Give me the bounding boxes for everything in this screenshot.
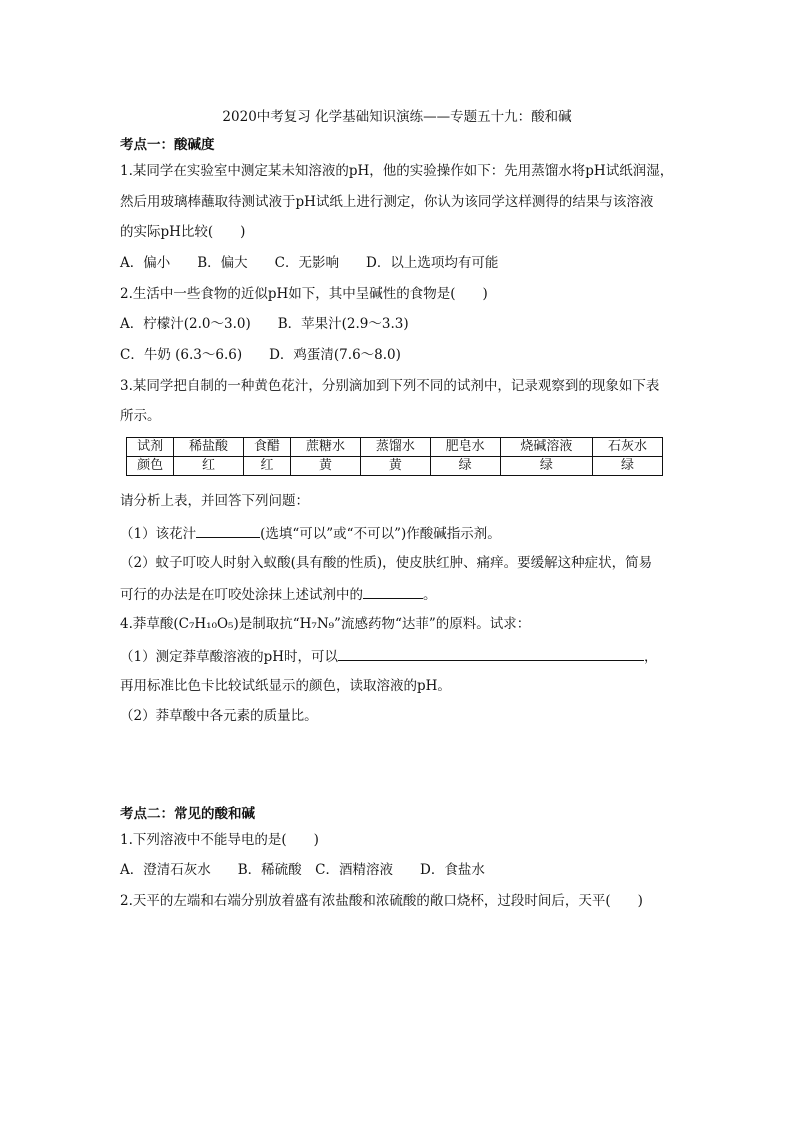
s1-q3-line2: 所示。 <box>120 408 161 424</box>
s2-q1-stem: 1.下列溶液中不能导电的是( ) <box>120 832 319 848</box>
s1-q3-sub2-prefix: 可行的办法是在叮咬处涂抹上述试剂中的 <box>120 587 363 603</box>
s1-q1-options: A．偏小 B．偏大 C．无影响 D．以上选项均有可能 <box>120 255 499 271</box>
s1-q1-line2: 然后用玻璃棒蘸取待测试液于pH试纸上进行测定，你认为该同学这样测得的结果与该溶液 <box>120 194 654 210</box>
s1-q3-instruction: 请分析上表，并回答下列问题： <box>120 493 309 509</box>
s1-q3-sub1 <box>120 523 501 543</box>
table-row <box>127 457 663 476</box>
s1-q4-sub1-suffix: ， <box>644 649 658 665</box>
s1-q3-sub1-prefix: （1）该花汁 <box>120 526 197 542</box>
table-header-row <box>127 438 663 457</box>
table-cell: 蒸馏水 <box>360 438 430 457</box>
s1-q2-stem: 2.生活中一些食物的近似pH如下，其中呈碱性的食物是( ) <box>120 286 488 302</box>
s1-q2-options-cd: C．牛奶 (6.3～6.6) D．鸡蛋清(7.6～8.0) <box>120 347 401 363</box>
table-cell: 试剂 <box>127 438 174 457</box>
table-cell: 红 <box>174 457 244 476</box>
section2-heading: 考点二：常见的酸和碱 <box>120 806 255 822</box>
s1-q3-sub2-suffix: 。 <box>423 587 437 603</box>
answer-blank[interactable] <box>363 584 423 599</box>
s1-q3-sub2-line2 <box>120 584 437 604</box>
table-cell: 颜色 <box>127 457 174 476</box>
table-cell: 食醋 <box>243 438 290 457</box>
table-cell: 石灰水 <box>593 438 663 457</box>
table-cell: 黄 <box>291 457 361 476</box>
s1-q1-line3: 的实际pH比较( ) <box>120 224 246 240</box>
page-title: 2020中考复习 化学基础知识演练——专题五十九：酸和碱 <box>222 109 572 125</box>
answer-blank[interactable] <box>196 523 260 538</box>
s1-q4-sub1-line2: 再用标准比色卡比较试纸显示的颜色，读取溶液的pH。 <box>120 678 451 694</box>
indicator-table <box>126 437 663 476</box>
s1-q2-options-ab: A．柠檬汁(2.0～3.0) B．苹果汁(2.9～3.3) <box>120 316 409 332</box>
s2-q1-options: A．澄清石灰水 B．稀硫酸 C．酒精溶液 D．食盐水 <box>120 862 485 878</box>
table-cell: 蔗糖水 <box>291 438 361 457</box>
table-cell: 绿 <box>430 457 500 476</box>
s1-q4-sub1 <box>120 646 658 666</box>
table-cell: 绿 <box>500 457 593 476</box>
s1-q4-stem: 4.莽草酸(C₇H₁₀O₅)是制取抗“H₇N₉”流感药物“达菲”的原料。试求： <box>120 616 531 632</box>
table-cell: 黄 <box>360 457 430 476</box>
section1-heading: 考点一：酸碱度 <box>120 137 215 153</box>
s1-q3-sub1-suffix: (选填“可以”或“不可以”)作酸碱指示剂。 <box>260 526 501 542</box>
s1-q1-line1: 1.某同学在实验室中测定某未知溶液的pH，他的实验操作如下：先用蒸馏水将pH试纸润湿， <box>120 163 674 179</box>
table-cell: 烧碱溶液 <box>500 438 593 457</box>
table-cell: 绿 <box>593 457 663 476</box>
table-cell: 稀盐酸 <box>174 438 244 457</box>
s1-q3-sub2-line1: （2）蚊子叮咬人时射入蚁酸(具有酸的性质)，使皮肤红肿、痛痒。要缓解这种症状，简易 <box>120 555 653 571</box>
s1-q4-sub2: （2）莽草酸中各元素的质量比。 <box>120 708 318 724</box>
s2-q2-stem: 2.天平的左端和右端分别放着盛有浓盐酸和浓硫酸的敞口烧杯，过段时间后，天平( ) <box>120 893 643 909</box>
s1-q3-line1: 3.某同学把自制的一种黄色花汁，分别滴加到下列不同的试剂中，记录观察到的现象如下表 <box>120 378 660 394</box>
s1-q4-sub1-prefix: （1）测定莽草酸溶液的pH时，可以 <box>120 649 339 665</box>
table-cell: 肥皂水 <box>430 438 500 457</box>
table-cell: 红 <box>243 457 290 476</box>
answer-blank[interactable] <box>338 646 644 661</box>
